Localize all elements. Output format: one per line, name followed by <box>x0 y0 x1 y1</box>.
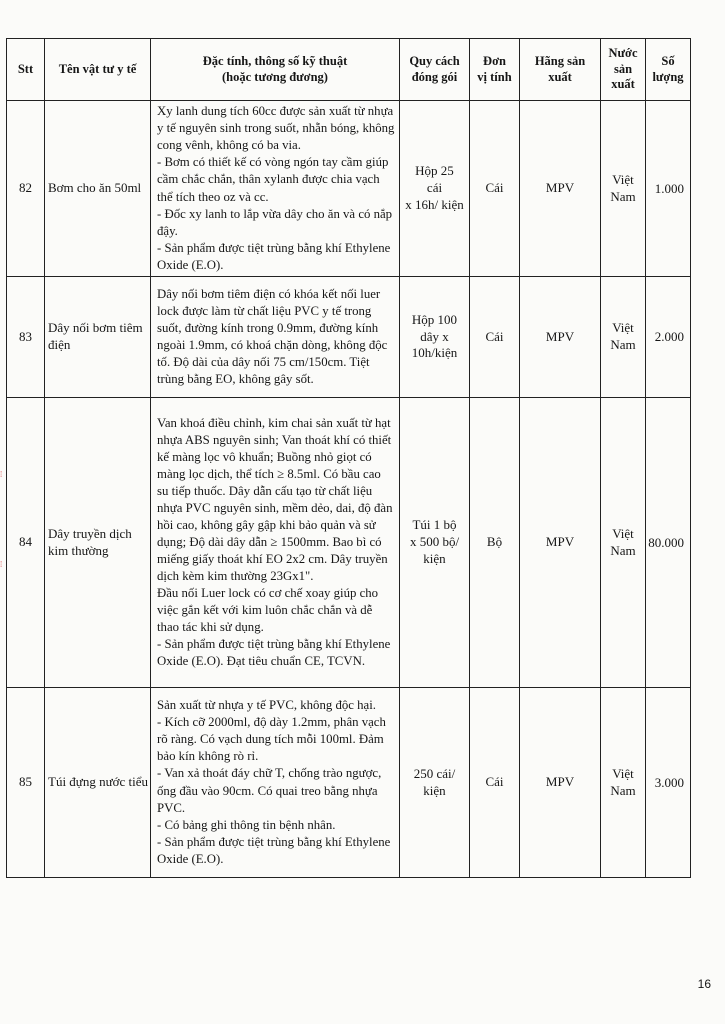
row-stt: 84 <box>7 398 45 688</box>
page-number: 16 <box>697 977 711 991</box>
header-quantity: Số lượng <box>646 39 691 101</box>
row-stt: 85 <box>7 688 45 878</box>
margin-stamp-mark: ⁞ <box>0 560 3 569</box>
row-manufacturer: MPV <box>520 398 601 688</box>
header-stt: Stt <box>7 39 45 101</box>
row-unit: Cái <box>470 688 520 878</box>
row-country: Việt Nam <box>601 101 646 277</box>
table-row <box>7 398 691 688</box>
row-packing: 250 cái/ kiện <box>400 688 470 878</box>
row-country: Việt Nam <box>601 398 646 688</box>
margin-stamp-mark: ⁞ <box>0 470 3 479</box>
row-manufacturer: MPV <box>520 277 601 398</box>
row-packing: Túi 1 bộ x 500 bộ/ kiện <box>400 398 470 688</box>
row-packing: Hộp 25 cái x 16h/ kiện <box>400 101 470 277</box>
row-quantity: 2.000 <box>646 277 691 398</box>
header-name: Tên vật tư y tế <box>45 39 151 101</box>
row-unit: Cái <box>470 277 520 398</box>
row-manufacturer: MPV <box>520 101 601 277</box>
supplies-table <box>6 38 691 878</box>
row-quantity: 3.000 <box>646 688 691 878</box>
row-packing: Hộp 100 dây x 10h/kiện <box>400 277 470 398</box>
table-row <box>7 688 691 878</box>
row-item-name: Bơm cho ăn 50ml <box>45 101 151 277</box>
row-quantity: 1.000 <box>646 101 691 277</box>
row-quantity: 80.000 <box>646 398 691 688</box>
header-spec: Đặc tính, thông số kỹ thuật (hoặc tương đương) <box>151 39 400 101</box>
table-row <box>7 101 691 277</box>
header-country: Nước sản xuất <box>601 39 646 101</box>
row-spec: Van khoá điều chỉnh, kim chai sản xuất từ hạt nhựa ABS nguyên sinh; Van thoát khí có thiết kế màng lọc vô khuẩn; Buồng nhỏ giọt có màng lọc dịch, thể tích ≥ 8.5ml. Có bầu cao su tiếp thuốc. Dây dẫn cấu tạo từ chất liệu nhựa PVC nguyên sinh, mềm dẻo, dai, độ đàn hồi cao, không gây gập khi bảo quản và sử dụng; Độ dài dây dẫn ≥ 1500mm. Bao bì có miếng giấy thoát khí EO 2x2 cm. Dây truyền dịch kèm kim thường 23Gx1". Đầu nối Luer lock có cơ chế xoay giúp cho việc gắn kết với kim luôn chắc chắn và dễ thao tác khi sử dụng. - Sản phẩm được tiệt trùng bằng khí Ethylene Oxide (E.O). Đạt tiêu chuẩn CE, TCVN. <box>151 398 400 688</box>
table-row <box>7 277 691 398</box>
row-unit: Bộ <box>470 398 520 688</box>
header-manufacturer: Hãng sản xuất <box>520 39 601 101</box>
row-manufacturer: MPV <box>520 688 601 878</box>
row-item-name: Túi đựng nước tiểu <box>45 688 151 878</box>
row-item-name: Dây nối bơm tiêm điện <box>45 277 151 398</box>
row-spec: Dây nối bơm tiêm điện có khóa kết nối luer lock được làm từ chất liệu PVC y tế trong suốt, đường kính trong 0.9mm, đường kính ngoài 1.9mm, có khoá chặn dòng, không độc tố. Độ dài của dây nối 75 cm/150cm. Tiệt trùng bằng EO, không gây sốt. <box>151 277 400 398</box>
row-item-name: Dây truyền dịch kim thường <box>45 398 151 688</box>
row-stt: 83 <box>7 277 45 398</box>
row-spec: Sản xuất từ nhựa y tế PVC, không độc hại. - Kích cỡ 2000ml, độ dày 1.2mm, phân vạch rõ ràng. Có vạch dung tích mỗi 100ml. Đảm bảo kín không rò rỉ. - Van xả thoát đáy chữ T, chống trào ngược, ống đầu vào 90cm. Có quai treo bằng nhựa PVC. - Có bảng ghi thông tin bệnh nhân. - Sản phẩm được tiệt trùng bằng khí Ethylene Oxide (E.O). <box>151 688 400 878</box>
row-unit: Cái <box>470 101 520 277</box>
row-stt: 82 <box>7 101 45 277</box>
header-packing: Quy cách đóng gói <box>400 39 470 101</box>
row-country: Việt Nam <box>601 688 646 878</box>
header-unit: Đơn vị tính <box>470 39 520 101</box>
row-spec: Xy lanh dung tích 60cc được sản xuất từ nhựa y tế nguyên sinh trong suốt, nhẵn bóng, không cong vênh, không có ba via. - Bơm có thiết kế có vòng ngón tay cầm giúp cầm chắc chắn, thân xylanh được chia vạch thể tích theo oz và cc. - Đốc xy lanh to lắp vừa dây cho ăn và có nắp đậy. - Sản phẩm được tiệt trùng bằng khí Ethylene Oxide (E.O). <box>151 101 400 277</box>
row-country: Việt Nam <box>601 277 646 398</box>
header-row <box>7 39 691 101</box>
table-container <box>6 38 690 878</box>
